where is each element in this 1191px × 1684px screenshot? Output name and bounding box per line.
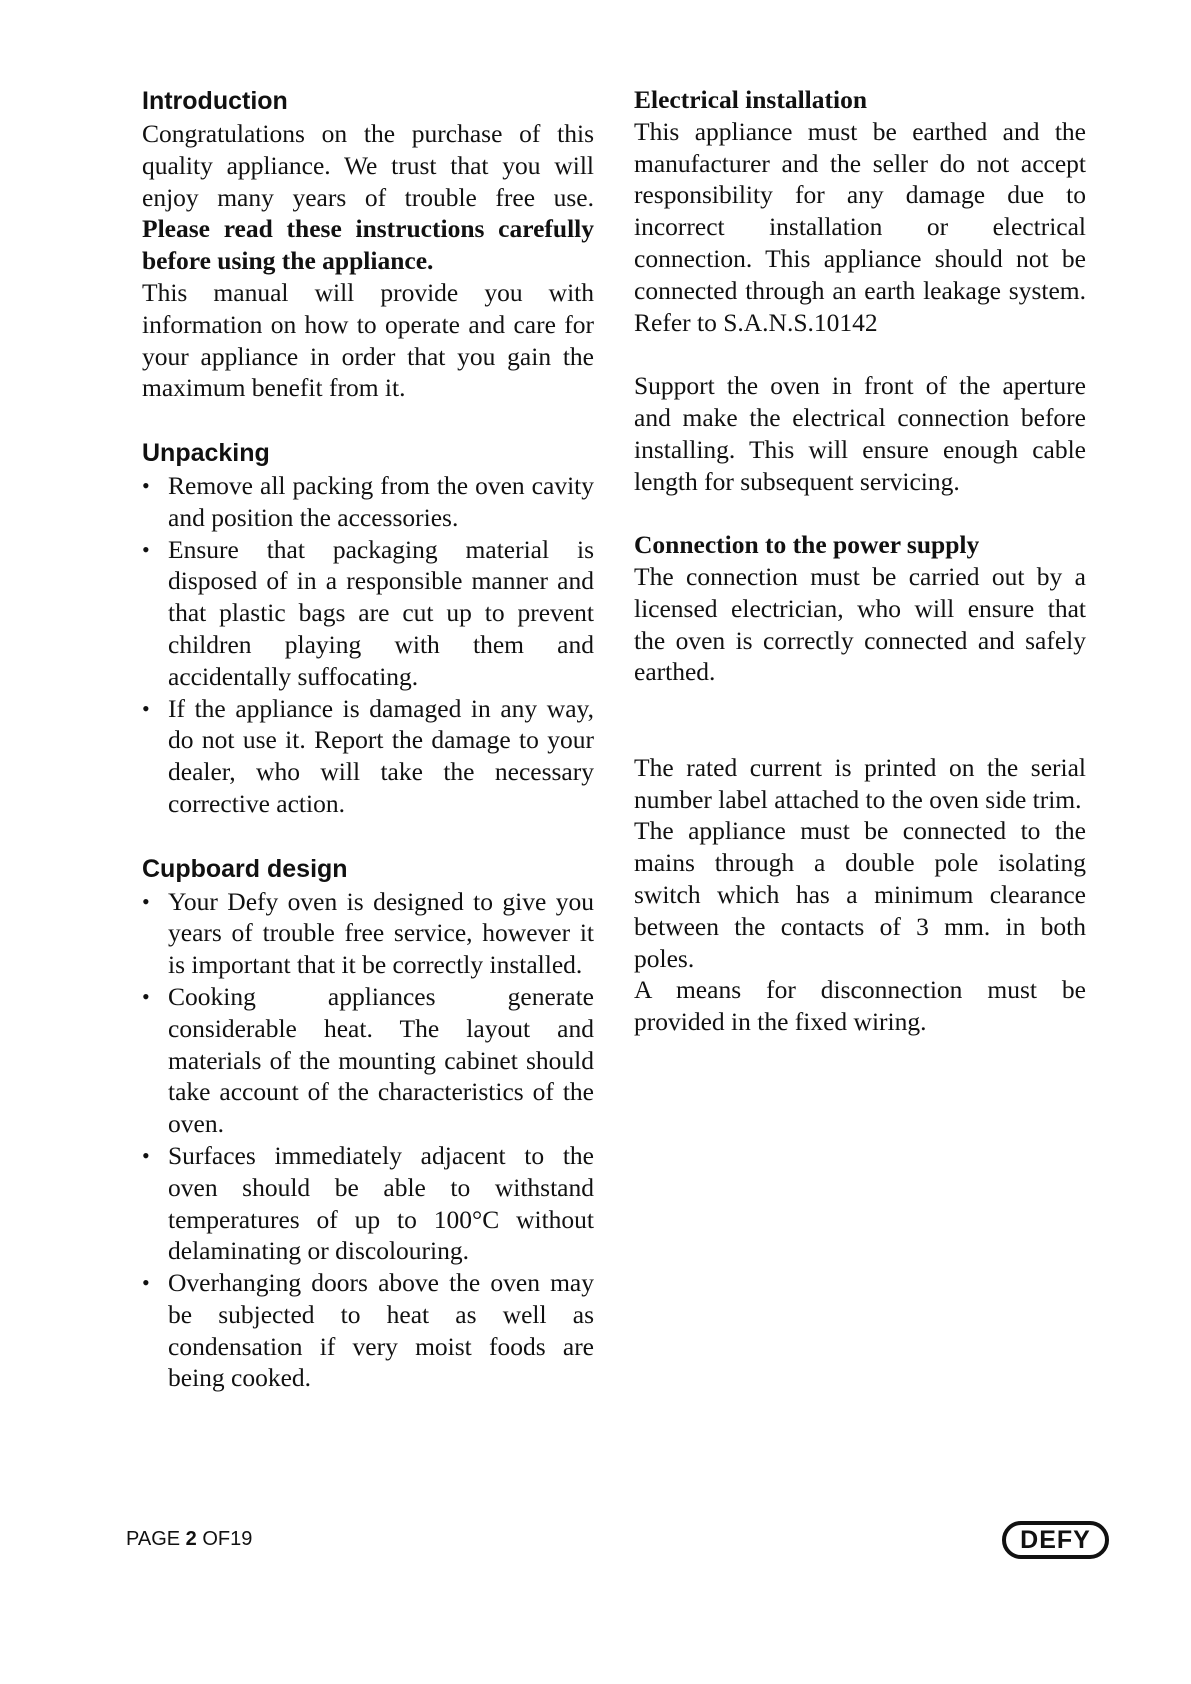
power-supply-heading: Connection to the power supply xyxy=(634,530,980,560)
power-supply-para-2: The rated current is printed on the serial number label attached to the oven side trim. xyxy=(634,752,1086,814)
list-item: • Remove all packing from the oven cavity and position the accessories. xyxy=(142,470,594,534)
defy-logo xyxy=(1002,1521,1109,1559)
power-supply-para-1: The connection must be carried out by a licensed electrician, who will ensure that the oven is correctly connected and safely earthed. xyxy=(634,561,1086,687)
spacer xyxy=(142,820,594,852)
spacer xyxy=(634,688,1086,752)
list-item: • If the appliance is damaged in any way, do not use it. Report the damage to your dealer, who will take the necessary corrective action. xyxy=(142,693,594,820)
electrical-installation-para-2: Support the oven in front of the aperture and make the electrical connection before installing. This will ensure enough cable length for subsequent servicing. xyxy=(634,371,1086,496)
list-item: • Overhanging doors above the oven may be subjected to heat as well as condensation if very moist foods are being cooked. xyxy=(142,1267,594,1394)
list-item: • Surfaces immediately adjacent to the oven should be able to withstand temperatures of up to 100°C without delaminating or discolouring. xyxy=(142,1140,594,1267)
introduction-bold-text: Please read these instructions carefully before using the appliance. xyxy=(142,214,594,276)
unpacking-heading: Unpacking xyxy=(142,438,270,467)
electrical-installation-para-1: This appliance must be earthed and the manufacturer and the seller do not accept responsibility for any damage due to incorrect installation or electrical connection. This appliance should not be connected through an earth leakage system. Refer to S.A.N.S.10142 xyxy=(634,116,1086,337)
logo-text: DEFY xyxy=(1020,1525,1091,1554)
cupboard-design-list xyxy=(142,886,594,1395)
electrical-installation-heading: Electrical installation xyxy=(634,85,868,114)
power-supply-para-4: A means for disconnection must be provided in the fixed wiring. xyxy=(634,975,1086,1037)
introduction-text-2: This manual will provide you with information on how to operate and care for your appliance in order that you gain the maximum benefit from it. xyxy=(142,277,594,403)
spacer xyxy=(142,404,594,436)
page-footer xyxy=(126,1528,252,1551)
left-column xyxy=(142,84,594,1394)
power-supply-para-3: The appliance must be connected to the mains through a double pole isolating switch which has a minimum clearance between the contacts of 3 mm. in both poles. xyxy=(634,816,1086,973)
cupboard-design-heading: Cupboard design xyxy=(142,854,348,883)
spacer xyxy=(634,338,1086,370)
spacer xyxy=(634,497,1086,529)
page-number: 2 xyxy=(185,1528,197,1550)
right-column xyxy=(634,84,1086,1038)
page-label-prefix: PAGE xyxy=(126,1528,186,1550)
page-label-suffix: OF19 xyxy=(196,1528,253,1550)
unpacking-list xyxy=(142,470,594,820)
introduction-text xyxy=(142,118,594,277)
list-item: • Ensure that packaging material is disposed of in a responsible manner and that plastic bags are cut up to prevent children playing with them and accidentally suffocating. xyxy=(142,534,594,693)
introduction-heading: Introduction xyxy=(142,87,288,115)
introduction-text-1: Congratulations on the purchase of this quality appliance. We trust that you will enjoy many years of trouble free use. xyxy=(142,119,594,212)
list-item: • Your Defy oven is designed to give you years of trouble free service, however it is important that it be correctly installed. xyxy=(142,886,594,981)
list-item: • Cooking appliances generate considerable heat. The layout and materials of the mounting cabinet should take account of the characteristics of the oven. xyxy=(142,981,594,1140)
